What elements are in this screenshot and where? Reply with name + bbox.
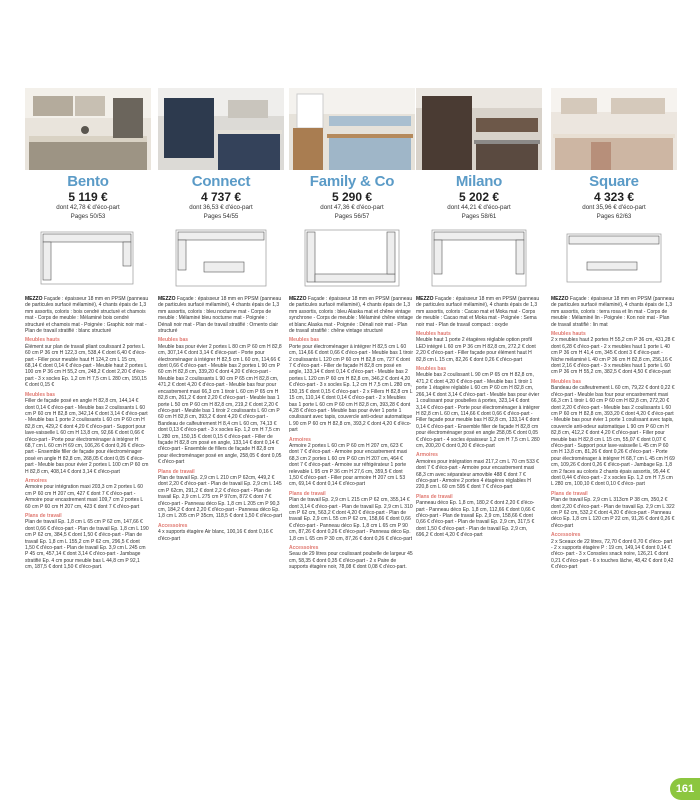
eco-part: dont 42,78 € d'éco-part: [56, 204, 120, 211]
kitchen-description: [551, 296, 675, 571]
section-title: Meubles bas: [289, 337, 320, 344]
section-title: Accessoires: [289, 545, 319, 552]
section-text: Élément sur plan de travail pliant coulissant 2 portes L 60 cm P 36 cm H 122,3 cm, 538,4 € dont 6,40 € d'éco-part - Filler pour meuble haut H 124,2 cm L 15 cm, 68,14 € dont 0,14 € d'éco-part - Meuble haut 2 portes L 100 cm P 36 cm H 55,2 cm, 248,2 € dont 2,20 € d'éco-part - 3 x socles Ep. 1,2 cm H 7,5 cm L 280 cm, 150,15 € dont 0,15 €: [25, 343, 147, 389]
range-name: MEZZO: [289, 296, 307, 302]
section-text: Meuble bas pour évier 2 portes L 80 cm P 60 cm H 82,8 cm, 307,14 € dont 3,14 € d'éco-part - Porte pour électroménager à intégrer H 82,5 cm L 60 cm, 114,66 € dont 0,66 € d'éco-part - Meuble bas 2 portes L 90 cm P 60 cm H 82,8 cm, 339,20 € dont 4,20 € d'éco-part - Meuble bas 2 coulissants L 90 cm P 65 cm H 82,8 cm, 471,2 € dont 4,20 € d'éco-part - Meuble bas four pour encastrement maxi 66,3 cm 1 tiroir L 60 cm P 65 cm H 82,8 cm, 261,2 € dont 2,20 € d'éco-part - Meuble bas 1 porte L 50 cm P 60 cm H 82,8 cm, 219,2 € dont 2,20 € d'éco-part - Meuble bas 1 tiroir 2 coulissants L 60 cm P 60 cm H 82,8 cm, 393,2 € dont 4,20 € d'éco-part - Bandeau de calfeutrement H 8,4 cm L 60 cm, 74,13 € dont 0,13 € d'éco-part - 3 x socles Ep. 1,2 cm H 7,5 cm L 280 cm, 150,15 € dont 0,15 € d'éco-part - Filler de façade H 82,8 cm posé en angle, 133,14 € dont 0,14 € d'éco-part - Ensemble de fillers de façade H 82,8 cm pour électroménager posé en angle, 258,05 € dont 0,05 € d'éco-part: [158, 343, 282, 466]
floor-plan: [164, 226, 278, 290]
section-text: Armoires pour intégration maxi 217,2 cm L 70 cm 533 € dont 7 € d'éco-part - Armoire pour encastrement maxi 68,3 cm avec séparateur amovible 488 € dont 7 € d'éco-part - Armoire 2 portes 4 étagères réglables H 220,8 cm L 60 cm 595 € dont 7 € d'éco-part: [416, 458, 539, 491]
eco-part: dont 36,53 € d'éco-part: [189, 204, 253, 211]
facade-text: Façade : épaisseur 18 mm en PPSM (panneau de particules surfacé mélaminé), 4 chants épais de 1,3 mm assortis, coloris : bleu nocturne mat - Corps de meuble : Mélaminé bleu nocturne mat - Poignée : Dénali noir mat - Plan de travail stratifié : Ornento clair structuré: [158, 296, 282, 335]
section-text: Porte pour électroménager à intégrer H 82,5 cm L 60 cm, 114,66 € dont 0,66 € d'éco-part - Meuble bas 1 tiroir 2 coulissants L 120 cm P 60 cm H 82,8 cm, 727 € dont 7 € d'éco-part - Filler de façade H 82,8 cm posé en angle, 133,14 € dont 0,14 € d'éco-part - Meuble bas 2 portes L 120 cm P 60 cm H 82,8 cm, 346,2 € dont 4,20 € d'éco-part - 3 x socles Ep. 1,2 cm H 7,5 cm L 280 cm, 150,15 € dont 0,15 € d'éco-part - 2 x Fillers H 82,8 cm L 15 cm, 110,14 € dont 0,14 € d'éco-part - 2 x Meubles bas 1 porte L 60 cm P 60 cm H 82,8 cm, 393,28 € dont 4,28 € d'éco-part - Meuble bas pour évier 1 porte 1 coulissant avec tapis, couvercle anti-odeur automatique L 90 cm P 60 cm H 82,8 cm, 393,2 € dont 4,20 € d'éco-part: [289, 343, 413, 434]
section-text: Filler de façade posé en angle H 82,8 cm, 144,14 € dont 0,14 € d'éco-part - Meuble bas 2 coulissants L 60 cm P 60 cm H 82,8 cm, 342,14 € dont 3,14 € d'éco-part - Meuble bas 1 porte 2 coulissants L 60 cm P 60 cm H 82,8 cm, 429,2 € dont 4,20 € d'éco-part - Support pour lave-vaisselle L 60 cm H 13,8 cm, 92,66 € dont 0,66 € d'éco-part - Porte pour électroménager à intégrer H 68,7 cm L 60 cm H 69 cm, 106,26 € dont 0,26 € d'éco-part - Ensemble filler de façade pour électroménager posé en angle H 82,8 cm, 268,05 € dont 0,05 € d'éco-part - Meuble bas pour évier 2 portes L 100 cm P 60 cm H 82,8 cm, 408,14 € dont 3,14 € d'éco-part: [25, 398, 149, 475]
section-title: Plans de travail: [25, 513, 62, 519]
section-title: Meubles bas: [416, 366, 447, 373]
section-text: Armoire pour intégration maxi 203,3 cm 2 portes L 60 cm P 60 cm H 207 cm, 427 € dont 7 € d'éco-part - Armoire pour encastrement maxi 109,7 cm 2 portes L 60 cm P 60 cm H 207 cm, 423 € dont 7 € d'éco-part: [25, 484, 143, 510]
page-reference: Pages 62/63: [596, 213, 632, 220]
section-title: Plans de travail: [289, 490, 326, 497]
floor-plan: [557, 226, 671, 290]
page-reference: Pages 54/55: [203, 213, 239, 220]
kitchen-name: Milano: [455, 173, 503, 190]
section-text: 2 x Sceaux de 22 litres, 72,70 € dont 0,70 € d'éco- part - 2 x supports étagère P : 19 cm, 149,14 € dont 0,14 € d'éco- part - 3 x Consoles snack noire, 126,21 € dont 0,21 € d'éco-part - 6 x touches lâche, 48,42 € dont 0,42 € d'éco-part: [551, 538, 674, 571]
eco-part: dont 44,21 € d'éco-part: [447, 204, 511, 211]
floor-plan: [422, 226, 536, 290]
kitchen-photo: [551, 88, 677, 170]
section-text: Armoire 2 portes L 60 cm P 60 cm H 207 cm, 623 € dont 7 € d'éco-part - Armoire pour encastrement maxi 68,3 cm 2 portes L 60 cm P 60 cm H 207 cm, 464 € dont 7 € d'éco-part - Armoire sur réfrigérateur 1 porte relevable L 95 cm P 36 cm H 27,6 cm, 359,5 € dont 1,50 € d'éco-part - Filler pour armoire H 207 cm L 53 cm, 69,14 € dont 0,14 € d'éco-part: [289, 442, 408, 488]
eco-part: dont 47,36 € d'éco-part: [320, 204, 384, 211]
range-name: MEZZO: [158, 296, 176, 302]
section-title: Meubles bas: [158, 337, 189, 344]
kitchen-name: Square: [589, 173, 639, 190]
section-text: Plan de travail Ep. 1,8 cm L 65 cm P 62 cm, 147,66 € dont 0,66 € d'éco-part - Plan de travail Ep. 1,8 cm L 190 cm P 62 cm, 384,5 € dont 1,50 € d'éco-part - Plan de travail Ep. 1,8 cm L 155,2 cm P 62 cm, 296,5 € dont 1,50 € d'éco-part - Plan de travail Ep. 3,9 cm L 245 cm P 45 cm, 457,14 € dont 3,14 € d'éco-part - Jambage stratifié Ep. 4 cm pour meuble bas L 44,8 cm P 92,1 cm, 187,5 € dont 1,50 € d'éco-part.: [25, 519, 149, 571]
kitchen-name: Bento: [67, 173, 109, 190]
floor-plan: [31, 226, 145, 290]
kitchen-price: 4 737 €: [200, 190, 242, 204]
kitchen-price: 4 323 €: [593, 190, 635, 204]
kitchen-price: 5 202 €: [458, 190, 500, 204]
section-text: 4 x supports étagère Air blanc, 100,16 € dont 0,16 € d'éco-part: [158, 529, 273, 542]
page-number: 161: [670, 778, 700, 800]
kitchen-description: [416, 296, 540, 539]
range-name: MEZZO: [551, 296, 569, 302]
section-title: Armoires: [289, 436, 311, 443]
kitchen-price: 5 290 €: [331, 190, 373, 204]
section-text: Panneau déco Ep. 1,8 cm, 180,2 € dont 2,20 € d'éco-part - Panneau déco Ep. 1,8 cm, 112,66 € dont 0,66 € d'éco-part - Plan de travail Ep. 2,9 cm, 158,66 € dont 0,66 € d'éco-part - Plan de travail Ep. 2,9 cm, 317,5 € dont 1,50 € d'éco-part - Plan de travail Ep. 2,9 cm, 696,2 € dont 4,20 € d'éco-part: [416, 500, 535, 539]
section-title: Meubles hauts: [416, 331, 451, 338]
kitchen-description: [158, 296, 282, 542]
section-title: Plans de travail: [551, 490, 588, 497]
kitchen-photo: [25, 88, 151, 170]
facade-text: Façade : épaisseur 18 mm en PPSM (panneau de particules surfacé mélaminé), 4 chants épais de 1,3 mm assortis, coloris : terra rosa et lin mat - Corps de meuble : Mélaminé lin - Poignée : Kon noir mat - Plan de travail stratifié : lin mat: [551, 296, 675, 328]
kitchen-description: [25, 296, 149, 571]
floor-plan: [295, 226, 409, 290]
eco-part: dont 35,96 € d'éco-part: [582, 204, 646, 211]
section-text: 2 x meubles haut 2 portes H 55,2 cm P 36 cm, 431,28 € dont 6,28 € d'éco-part - 2 x meubles haut 1 porte L 40 cm P 36 cm H 41,4 cm, 345 € dont 3 € d'éco-part - Niche mélaminé L 40 cm P 36 cm H 82,8 cm, 256,16 € dont 2,16 € d'éco-part - 3 x meubles haut 1 porte L 60 cm P 36 cm H 55,2 cm, 382,5 € dont 4,50 € d'éco-part: [551, 337, 675, 376]
section-text: Seau de 29 litres pour coulissant poubelle de largeur 45 cm, 58,35 € dont 0,35 € d'éco-part - 2 x Paire de supports étagère noir, 78,08 € dont 0,08 € d'éco-part.: [289, 551, 413, 571]
range-name: MEZZO: [25, 296, 43, 302]
kitchen-name: Connect: [191, 173, 251, 190]
section-text: Plan de travail Ep. 2,9 cm L 313cm P 38 cm, 350,2 € dont 2,20 € d'éco-part - Plan de travail Ep. 2,9 cm L 322 cm P 62 cm, 532,2 € dont 4,20 € d'éco-part - Panneau déco Ep. 1,8 cm L 120 cm P 22 cm, 91,26 € dont 0,26 € d'éco-part: [551, 497, 675, 529]
range-name: MEZZO: [416, 296, 434, 302]
section-title: Plans de travail: [158, 468, 195, 475]
facade-text: Façade : épaisseur 18 mm en PPSM (panneau de particules surfacé mélaminé), 4 chants épais de 1,3 mm assortis, coloris : Cacao mat et Moka mat - Corps de meuble : Cacao mat et Moka mat - Poignée : Sema noir mat - Plan de travail compact : oxyde: [416, 296, 540, 328]
page-reference: Pages 50/53: [70, 213, 106, 220]
kitchen-photo: [289, 88, 415, 170]
section-title: Meubles bas: [25, 391, 56, 398]
section-text: Bandeau de calfeutrement L 60 cm, 79,22 € dont 0,22 € d'éco-part - Meuble bas four pour encastrement maxi 66,3 cm 1 tiroir L 60 cm P 60 cm H 82,8 cm, 272,20 € dont 2,20 € d'éco-part - Meuble bas 2 coulissants L 60 cm P 60 cm H 82,8 cm, 393,20 € dont 4,20 € d'éco-part - Meuble bas pour évier 1 porte 1 coulissant avec tapis, couvercle anti-odeur automatique L 90 cm P 60 cm H 82,8 cm, 412,2 € dont 4,20 € d'éco-part - Filler pour meuble bas H 82,8 cm L 15 cm, 55,07 € dont 0,07 € d'éco-part - Support pour lave-vaisselle L 45 cm P 60 cm H 13,8 cm, 81,26 € dont 0,26 € d'éco-part - Porte pour électroménager à intégrer H 68,7 cm L 45 cm H 69 cm, 109,26 € dont 0,26 € d'éco-part - Jambage Ep. 1,8 cm 2 faces au coloris 2 chants épais assortis, 95,44 € dont 0,44 € d'éco-part - 2 x socles Ep. 1,2 cm H 7,5 cm L 280 cm, 100,10 € dont 0,10 € d'éco- part: [551, 385, 675, 488]
section-text: Plan de travail Ep. 2,9 cm L 215 cm P 62 cm, 355,14 € dont 3,14 € d'éco-part - Plan de travail Ep. 2,9 cm L 310 cm P 62 cm, 563,2 € dont 4,20 € d'éco-part - Plan de travail Ep. 2,9 cm L 55 cm P 62 cm, 158,66 € dont 0,66 € d'éco-part - Panneau déco Ep. 1,8 cm L 65 cm P 90 cm, 87,26 € dont 0,26 € d'éco-part - Panneau déco Ep. 1,8 cm L 65 cm P 30 cm, 87,26 € dont 0,26 € d'éco-part: [289, 497, 413, 542]
section-title: Armoires: [25, 477, 47, 484]
section-text: Meuble bas 2 coulissant L 90 cm P 65 cm H 82,8 cm, 471,2 € dont 4,20 € d'éco-part - Meuble bas 1 tiroir 1 porte 1 étagère réglable L 60 cm P 60 cm H 82,8 cm, 266,14 € dont 3,14 € d'éco-part - Meuble bas pour évier 1 coulissant pour poubelles à portes, 323,14 € dont 3,14 € d'éco-part - Porte pour électroménager à intégrer H 82,8 cm L 60 cm, 114,66 € dont 0,66 € d'éco-part - Filler façade pour meuble bas H 82,8 cm, 133,14 € dont 0,14 € d'éco-part - Ensemble filler de façade H 82,8 cm pour électroménager posé en angle 258,05 € dont 0,05 € d'éco-part - 4 socles épaisseur 1,2 cm H 7,5 cm L 280 cm, 200,20 € dont 0,20 € d'éco-part: [416, 372, 540, 449]
kitchen-name: Family & Co: [309, 173, 395, 190]
page-reference: Pages 58/61: [461, 213, 497, 220]
page-reference: Pages 56/57: [334, 213, 370, 220]
section-title: Accessoires: [158, 522, 188, 529]
kitchen-photo: [416, 88, 542, 170]
section-title: Meubles hauts: [25, 337, 60, 344]
kitchen-price: 5 119 €: [68, 190, 108, 204]
section-title: Meubles bas: [551, 378, 582, 385]
facade-text: Façade : épaisseur 18 mm en PPSM (panneau de particules surfacé mélaminé), 4 chants épais de 1,3 mm assortis, coloris : bleu Alaska mat et chêne vintage synchrone - Corps de meuble : Mélaminé chêne vintage et blanc Alaska mat - Poignée : Dénali noir mat - Plan de travail stratifié : chêne vintage structuré: [289, 296, 413, 335]
facade-text: Façade : épaisseur 18 mm en PPSM (panneau de particules surfacé mélaminé), 4 chants épais de 1,3 mm assortis, coloris : bois cendré structuré et chamois mat - Corps de meuble : Mélaminé bois cendré structuré et chamois mat - Poignée : Graphic noir mat - Plan de travail stratifié : blanc structuré: [25, 296, 149, 335]
kitchen-description: [289, 296, 413, 571]
section-text: Plan de travail Ep. 2,9 cm L 210 cm P 62cm, 449,2 € dont 2,20 € d'éco-part - Plan de travail Ep. 2,9 cm L 145 cm P 62cm, 291,2 € dont 2,2 € d'éco-part - Plan de travail Ep. 2,9 cm L 275 cm P 97cm, 872 € dont 7 € d'éco-part - Panneau déco Ep. 1,8 cm L 205 cm P 90,3 cm, 184,2 € dont 2,20 € d'éco-part - Panneau déco Ep. 1,8 cm L 205 cm P 35cm, 118,5 € dont 1,50 € d'éco-part: [158, 474, 282, 520]
section-title: Armoires: [416, 452, 438, 459]
section-title: Accessoires: [551, 532, 581, 539]
kitchen-photo: [158, 88, 284, 170]
section-title: Meubles hauts: [551, 331, 586, 338]
section-text: Meuble haut 1 porte 2 étagères réglable option profil LED intégré L 60 cm P 36 cm H 82,8 cm, 272,2 € dont 2,20 € d'éco-part - Filler façade pour élément haut H 82,8 cm L 15 cm, 82,26 € dont 0,26 € d'éco-part: [416, 337, 536, 363]
section-title: Plans de travail: [416, 493, 453, 500]
